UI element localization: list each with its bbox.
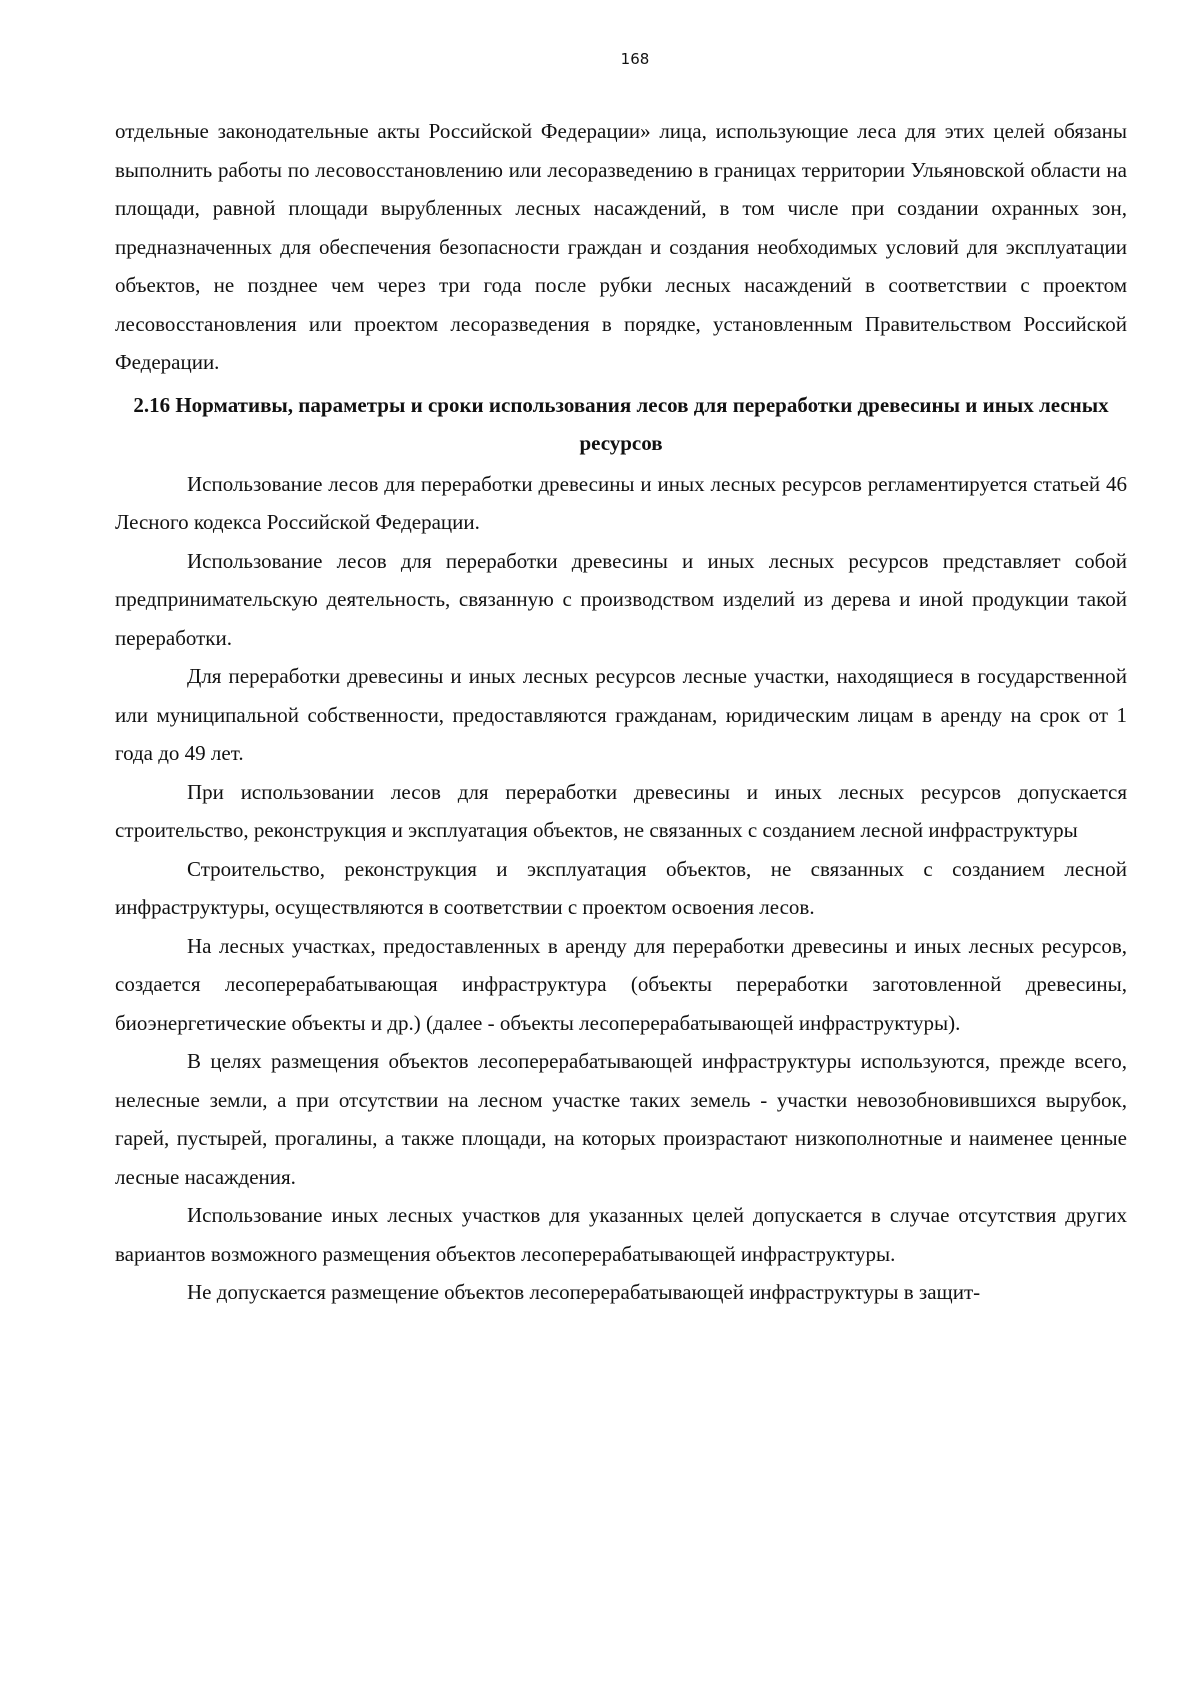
paragraph: Использование лесов для переработки древесины и иных лесных ресурсов представляет собой предпринимательскую деятельность, связанную с производством изделий из дерева и иной продукции такой переработки. [115, 548, 1127, 650]
paragraph-truncated: Не допускается размещение объектов лесоперерабатывающей инфраструктуры в защит- [187, 1280, 981, 1304]
document-body [115, 112, 1127, 1312]
section-heading: 2.16 Нормативы, параметры и сроки использования лесов для переработки древесины и иных лесных ресурсов [133, 392, 1109, 455]
paragraph: Для переработки древесины и иных лесных ресурсов лесные участки, находящиеся в государственной или муниципальной собственности, предоставляются гражданам, юридическим лицам в аренду на срок от 1 года до 49 лет. [115, 664, 1127, 765]
paragraph-continued: отдельные законодательные акты Российской Федерации» лица, использующие леса для этих целей обязаны выполнить работы по лесовосстановлению или лесоразведению в границах территории Ульяновской области на площади, равной площади вырубленных лесных насаждений, в том числе при создании охранных зон, предназначенных для обеспечения безопасности граждан и создания необходимых условий для эксплуатации объектов, не позднее чем через три года после рубки лесных насаждений в соответствии с проектом лесовосстановления или проектом лесоразведения в порядке, установленным Правительством Российской Федерации. [115, 119, 1127, 374]
paragraph: Использование лесов для переработки древесины и иных лесных ресурсов регламентируется статьей 46 Лесного кодекса Российской Федерации. [115, 471, 1127, 534]
paragraph: В целях размещения объектов лесоперерабатывающей инфраструктуры используются, прежде всего, нелесные земли, а при отсутствии на лесном участке таких земель - участки невозобновившихся вырубок, гарей, пустырей, прогалины, а также площади, на которых произрастают низкополнотные и наименее ценные лесные насаждения. [115, 1049, 1127, 1189]
paragraph: При использовании лесов для переработки древесины и иных лесных ресурсов допускается строительство, реконструкция и эксплуатация объектов, не связанных с созданием лесной инфраструктуры [115, 779, 1127, 842]
paragraph: Использование иных лесных участков для указанных целей допускается в случае отсутствия других вариантов возможного размещения объектов лесоперерабатывающей инфраструктуры. [115, 1203, 1127, 1266]
page-number: 168 [620, 50, 650, 68]
paragraph: На лесных участках, предоставленных в аренду для переработки древесины и иных лесных ресурсов, создается лесоперерабатывающая инфраструктура (объекты переработки заготовленной древесины, биоэнергетические объекты и др.) (далее - объекты лесоперерабатывающей инфраструктуры). [115, 933, 1127, 1035]
paragraph: Строительство, реконструкция и эксплуатация объектов, не связанных с созданием лесной инфраструктуры, осуществляются в соответствии с проектом освоения лесов. [115, 856, 1127, 919]
